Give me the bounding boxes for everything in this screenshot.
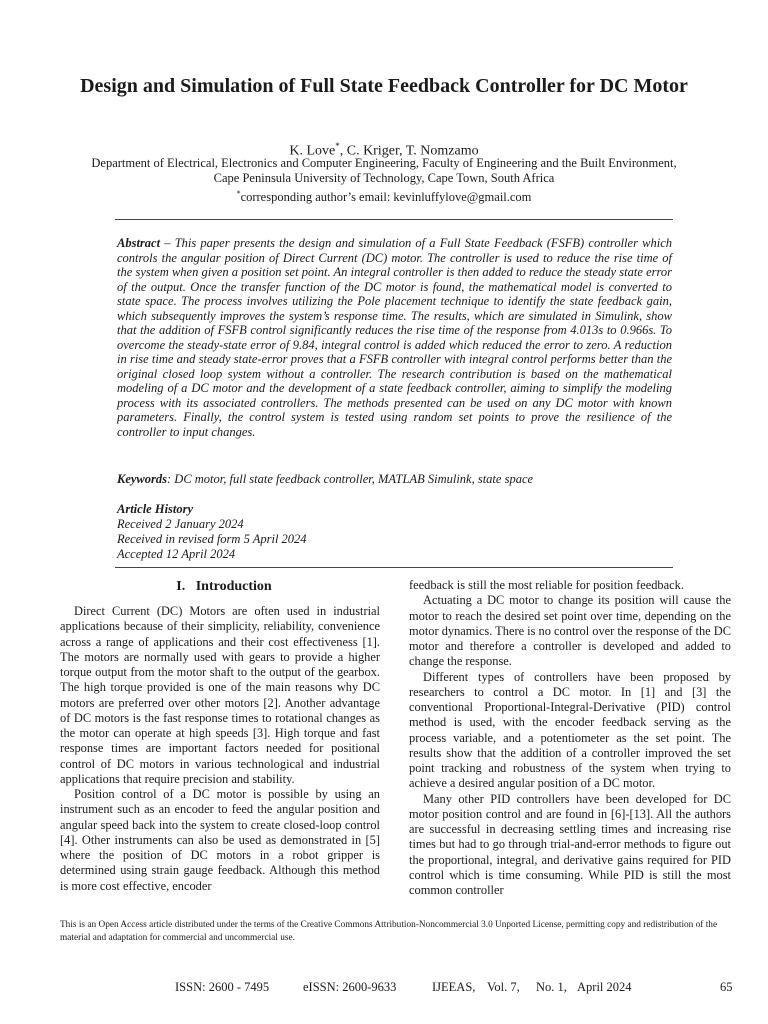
section-heading — [60, 578, 388, 596]
footer-date: April 2024 — [577, 980, 632, 994]
footer-journal: IJEEAS, — [432, 980, 476, 994]
history-received: Received 2 January 2024 — [117, 517, 244, 531]
keywords — [117, 472, 672, 487]
footer-eissn: eISSN: 2600-9633 — [303, 980, 397, 994]
affiliation-line-2: Cape Peninsula University of Technology, Cape Town, South Africa — [213, 171, 555, 185]
top-divider — [115, 219, 673, 220]
history-accepted: Accepted 12 April 2024 — [117, 547, 236, 561]
corresponding-star: * — [335, 141, 340, 151]
email-text: corresponding author’s email: kevinluffylove@gmail.com — [240, 190, 532, 205]
history-revised: Received in revised form 5 April 2024 — [117, 532, 307, 546]
footer-volume: Vol. 7, — [487, 980, 520, 994]
author-rest: , C. Kriger, T. Nomzamo — [339, 143, 479, 159]
abstract-label: Abstract — [117, 236, 161, 250]
paragraph: Many other PID controllers have been developed for DC motor position control and are found in [6]-[13]. All the authors are successful in decreasing settling times and increasing rise times but had to go through trial-and-error methods to figure out the proportional, integral, and derivative gains required for PID control which is time consuming. While PID is still the most common controller — [409, 791, 731, 897]
keywords-text: : DC motor, full state feedback controller, MATLAB Simulink, state space — [167, 472, 534, 486]
article-history — [117, 502, 672, 562]
affiliation-line-1: Department of Electrical, Electronics and Computer Engineering, Faculty of Engineering and the Built Environment, — [91, 156, 677, 170]
paragraph: Direct Current (DC) Motors are often used in industrial applications because of their simplicity, reliability, convenience across a range of applications and their cost effectiveness [1]. The motors are normally used with gears to provide a higher torque output from the motor shaft to the output of the gearbox. The high torque provided is one of the main reasons why DC motors are preferred over other motors [2]. Another advantage of DC motors is the fast response times to rotational changes as the motor can operate at high speeds [3]. High torque and fast response times are important factors needed for positional control of DC motors in various technological and industrial applications that require precision and stability. — [60, 604, 380, 786]
page-number: 65 — [720, 980, 733, 994]
paper-title: Design and Simulation of Full State Feedback Controller for DC Motor — [80, 75, 688, 97]
abstract — [117, 236, 672, 439]
paragraph: feedback is still the most reliable for position feedback. — [409, 578, 684, 592]
affiliation — [20, 156, 748, 205]
author-first: K. Love — [289, 143, 336, 159]
right-column — [409, 578, 731, 898]
keywords-label: Keywords — [117, 472, 167, 486]
paragraph: Actuating a DC motor to change its position will cause the motor to reach the desired set point over time, depending on the motor dynamics. There is no control over the response of the DC motor and therefore a controller is developed and added to change the response. — [409, 593, 731, 669]
footer-issn: ISSN: 2600 - 7495 — [175, 980, 270, 994]
footer-number: No. 1, — [536, 980, 567, 994]
paragraph: Different types of controllers have been proposed by researchers to control a DC motor. In [1] and [3] the conventional Proportional-Integral-Derivative (PID) control method is used, with the encoder feedback serving as the process variable, and a potentiometer as the set point. The results show that the addition of a controller improved the set point tracking and robustness of the system when trying to achieve a desired angular position of a DC motor. — [409, 669, 731, 791]
abstract-text: – This paper presents the design and simulation of a Full State Feedback (FSFB) controller which controls the angular position of Direct Current (DC) motor. The controller is used to reduce the rise time of the system when given a position set point. An integral controller is then added to reduce the steady state error of the output. Once the transfer function of the DC motor is found, the mathematical model is converted to state space. The process involves utilizing the Pole placement technique to identify the state feedback gain, which subsequently improves the system’s response time. The results, which are simulated in Simulink, show that the addition of FSFB control significantly reduces the rise time of the response from 4.013s to 0.966s. To overcome the steady-state error of 9.84, integral control is added which reduced the error to zero. A reduction in rise time and steady state-error proves that a FSFB controller with integral control performs better than the original closed loop system without a controller. The research contribution is based on the mathematical modeling of a DC motor and the development of a state feedback controller, aiming to simplify the modeling process with its associated controllers. The methods presented can be used on any DC motor with known parameters. Finally, the control system is tested using random set points to prove the resilience of the controller to input changes. — [117, 236, 672, 439]
license-notice: This is an Open Access article distributed under the terms of the Creative Commons Attribution-Noncommercial 3.0 Unported License, permitting copy and redistribution of the material and adaptation for commercial and uncommercial use. — [60, 920, 718, 943]
section-number: I. — [176, 579, 186, 594]
bottom-divider — [115, 567, 673, 568]
corresponding-email — [20, 186, 748, 205]
history-title: Article History — [117, 502, 194, 516]
paragraph: Position control of a DC motor is possible by using an instrument such as an encoder to feed the angular position and angular speed back into the system to create closed-loop control [4]. Other instruments can also be used as demonstrated in [5] where the position of DC motors in a robot gripper is determined using strain gauge feedback. Although this method is more cost effective, encoder — [60, 787, 380, 893]
email-star: * — [236, 189, 241, 198]
left-column — [60, 604, 380, 894]
section-title: Introduction — [195, 579, 272, 594]
